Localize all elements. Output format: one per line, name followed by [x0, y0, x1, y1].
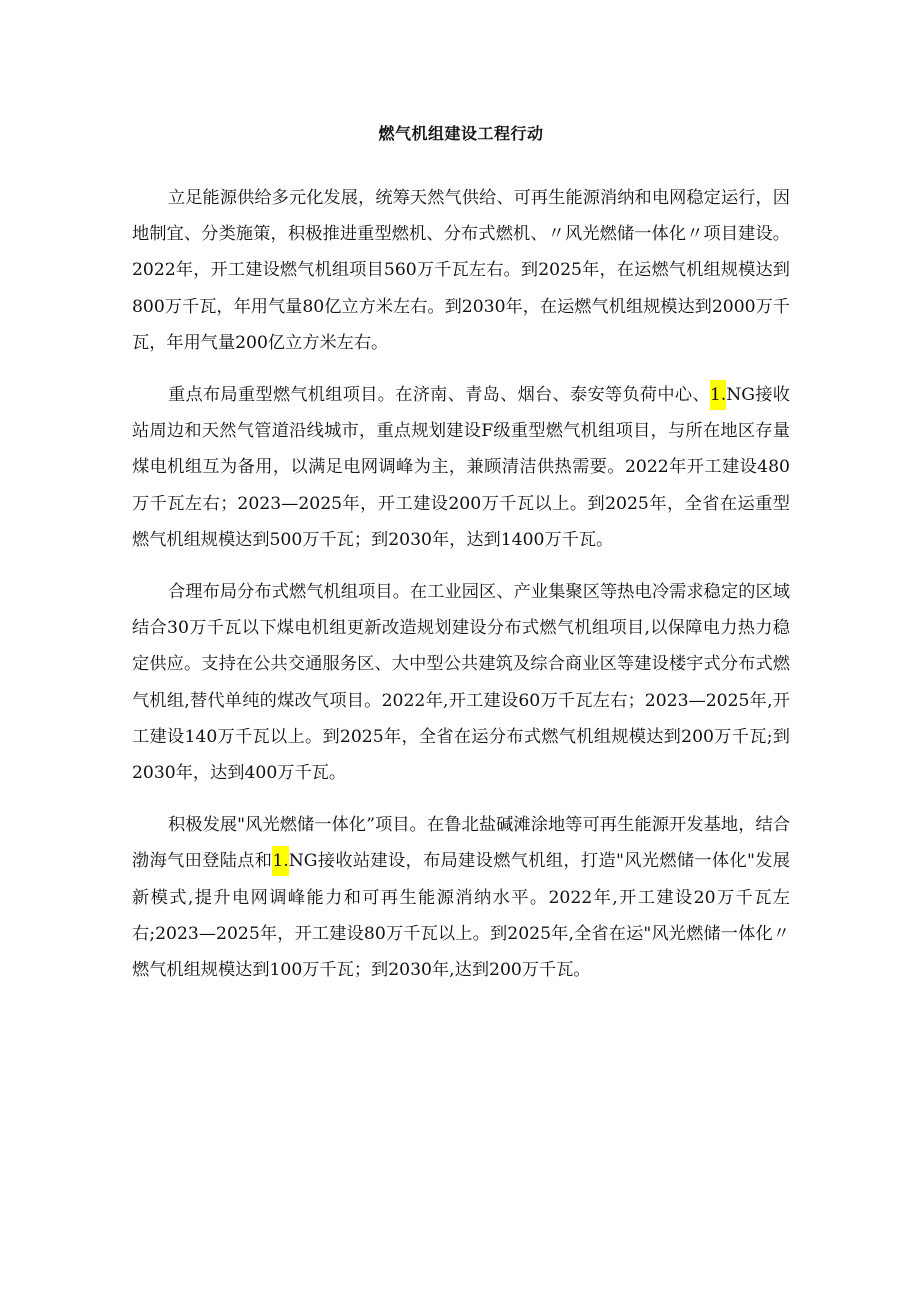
paragraph-text: 合理布局分布式燃气机组项目。在工业园区、产业集聚区等热电冷需求稳定的区域结合30万千瓦以下煤电机组更新改造规划建设分布式燃气机组项目,以保障电力热力稳定供应。支持在公共交通服务区、大中型公共建筑及综合商业区等建设楼宇式分布式燃气机组,替代单纯的煤改气项目。2022年,开工建设60万千瓦左右；2023—2025年,开工建设140万千瓦以上。到2025年，全省在运分布式燃气机组规模达到200万千瓦;到2030年，达到400万千瓦。: [132, 582, 790, 784]
paragraph-text: 积极发展"风光燃储一体化”项目。在鲁北盐碱滩涂地等可再生能源开发基地，结合渤海气田登陆点和: [132, 815, 790, 872]
paragraph-text: NG接收站周边和天然气管道沿线城市，重点规划建设F级重型燃气机组项目，与所在地区存量煤电机组互为备用，以满足电网调峰为主，兼顾清洁供热需要。2022年开工建设480万千瓦左右；2023—2025年，开工建设200万千瓦以上。到2025年，全省在运重型燃气机组规模达到500万千瓦；到2030年，达到1400万千瓦。: [132, 385, 790, 550]
paragraph-integrated-projects: [132, 807, 790, 988]
paragraph-text: NG接收站建设，布局建设燃气机组，打造"风光燃储一体化"发展新模式,提升电网调峰能力和可再生能源消纳水平。2022年,开工建设20万千瓦左右;2023—2025年，开工建设80万千瓦以上。到2025年,全省在运"风光燃储一体化〃燃气机组规模达到100万千瓦；到2030年,达到200万千瓦。: [132, 851, 790, 981]
highlighted-text: 1.: [272, 846, 288, 876]
document-title: 燃气机组建设工程行动: [378, 124, 544, 143]
paragraph-overview: [132, 180, 790, 361]
paragraph-distributed-gas-units: [132, 574, 790, 791]
paragraph-text: 立足能源供给多元化发展，统筹天然气供给、可再生能源消纳和电网稳定运行，因地制宜、分类施策，积极推进重型燃机、分布式燃机、〃风光燃储一体化〃项目建设。2022年，开工建设燃气机组项目560万千瓦左右。到2025年，在运燃气机组规模达到800万千瓦，年用气量80亿立方米左右。到2030年，在运燃气机组规模达到2000万千瓦，年用气量200亿立方米左右。: [132, 188, 790, 353]
paragraph-heavy-gas-units: [132, 377, 790, 558]
paragraph-text: 重点布局重型燃气机组项目。在济南、青岛、烟台、泰安等负荷中心、: [168, 385, 710, 406]
highlighted-text: 1.: [710, 380, 726, 410]
